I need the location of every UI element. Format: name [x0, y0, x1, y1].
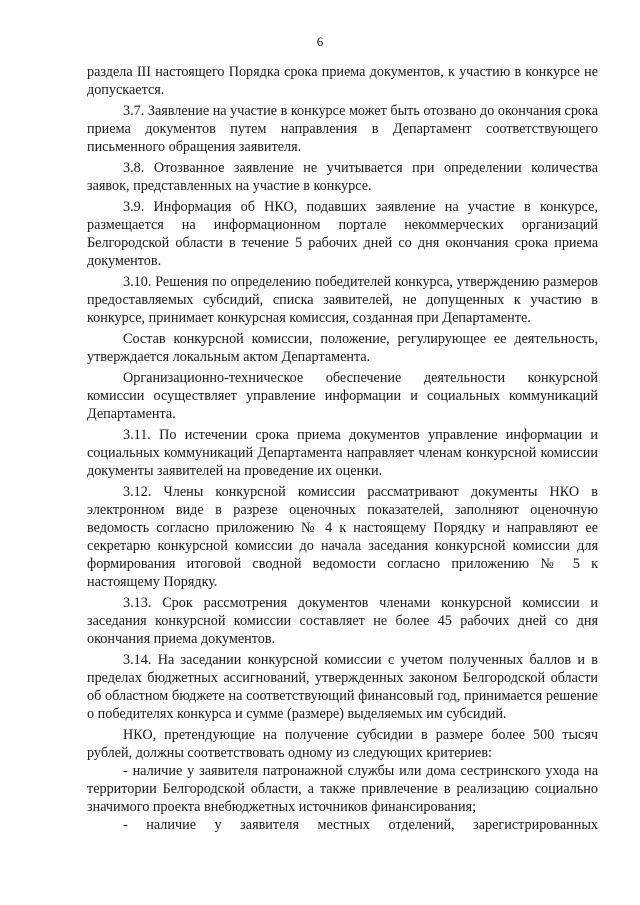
paragraph-3-7: 3.7. Заявление на участие в конкурсе может быть отозвано до окончания срока приема документов путем направления в Департамент соответствующего письменного обращения заявителя.: [87, 103, 598, 155]
paragraph-3-10: 3.10. Решения по определению победителей конкурса, утверждению размеров предоставляемых субсидий, списка заявителей, не допущенных к участию в конкурсе, принимает конкурсная комиссия, созданная при Департаменте.: [87, 274, 598, 326]
paragraph-3-9: 3.9. Информация об НКО, подавших заявление на участие в конкурсе, размещается на информационном портале некоммерческих организаций Белгородской области в течение 5 рабочих дней со дня окончания срока приема документов.: [87, 199, 598, 269]
paragraph-3-14: 3.14. На заседании конкурсной комиссии с учетом полученных баллов и в пределах бюджетных ассигнований, утвержденных законом Белгородской области об областном бюджете на соответствующий финансовый год, принимается решение о победителях конкурса и сумме (размере) выделяемых им субсидий.: [87, 652, 598, 722]
list-item-criterion-2: - наличие у заявителя местных отделений, зарегистрированных: [123, 817, 598, 833]
paragraph-3-13: 3.13. Срок рассмотрения документов членами конкурсной комиссии и заседания конкурсной комиссии составляет не более 45 рабочих дней со дня окончания приема документов.: [87, 595, 598, 647]
list-item-criterion-1: - наличие у заявителя патронажной службы или дома сестринского ухода на территории Белгородской области, а также привлечение в реализацию социально значимого проекта внебюджетных источников финансирования;: [87, 763, 598, 815]
paragraph-nko-criteria: НКО, претендующие на получение субсидии в размере более 500 тысяч рублей, должны соответствовать одному из следующих критериев:: [87, 727, 598, 761]
paragraph-3-12: 3.12. Члены конкурсной комиссии рассматривают документы НКО в электронном виде в разрезе оценочных показателей, заполняют оценочную ведомость согласно приложению № 4 к настоящему Порядку и направляют ее секретарю конкурсной комиссии до начала заседания конкурсной комиссии для формирования итоговой сводной ведомости согласно приложению № 5 к настоящему Порядку.: [87, 484, 598, 590]
page-number: 6: [316, 34, 324, 49]
document-body: [87, 63, 598, 834]
paragraph-commission-composition: Состав конкурсной комиссии, положение, регулирующее ее деятельность, утверждается локальным актом Департамента.: [87, 331, 598, 365]
paragraph-organizational-support: Организационно-техническое обеспечение деятельности конкурсной комиссии осуществляет управление информации и социальных коммуникаций Департамента.: [87, 370, 598, 422]
paragraph-3-8: 3.8. Отозванное заявление не учитывается при определении количества заявок, представленных на участие в конкурсе.: [87, 160, 598, 194]
paragraph-3-11: 3.11. По истечении срока приема документов управление информации и социальных коммуникаций Департамента направляет членам конкурсной комиссии документы заявителей на проведение их оценки.: [87, 427, 598, 479]
paragraph-continuation: раздела III настоящего Порядка срока приема документов, к участию в конкурсе не допускается.: [87, 64, 598, 98]
